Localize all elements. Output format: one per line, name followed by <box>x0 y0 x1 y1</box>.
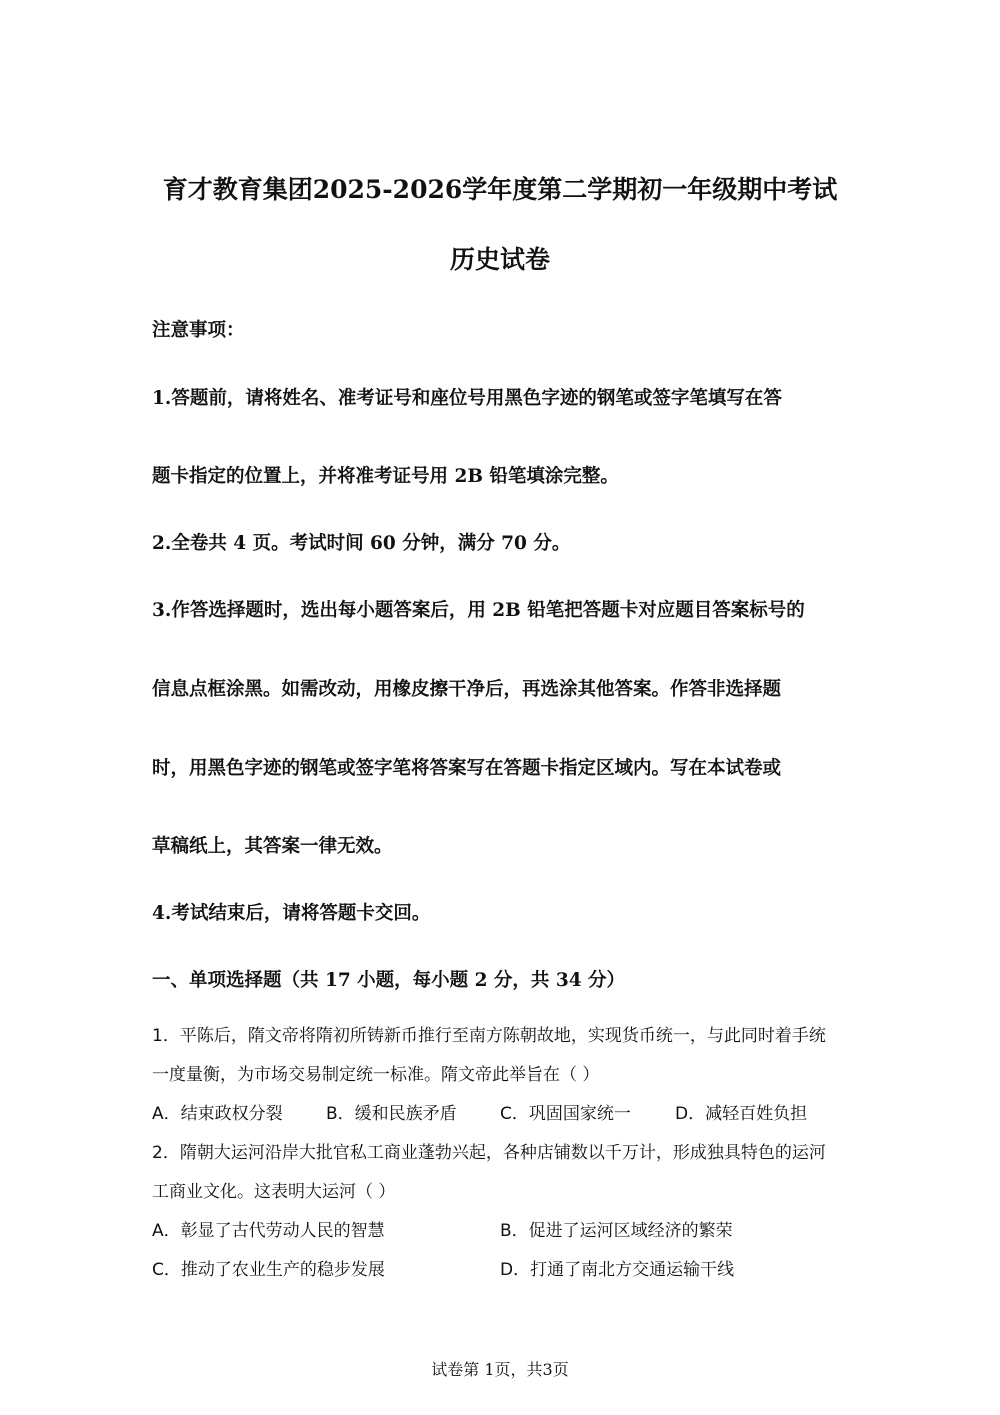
question-1-option-d: D．减轻百姓负担 <box>675 1104 808 1124</box>
question-2-stem: 工商业文化。这表明大运河（ ） <box>152 1182 396 1202</box>
question-1-option-c: C．巩固国家统一 <box>500 1104 631 1124</box>
note-line: 1.答题前，请将姓名、准考证号和座位号用黑色字迹的钢笔或签字笔填写在答 <box>152 388 782 409</box>
question-2-option-d: D．打通了南北方交通运输干线 <box>500 1260 735 1280</box>
note-line: 草稿纸上，其答案一律无效。 <box>152 836 393 857</box>
note-line: 时，用黑色字迹的钢笔或签字笔将答案写在答题卡指定区域内。写在本试卷或 <box>152 758 782 779</box>
exam-title-text: 育才教育集团2025-2026学年度第二学期初一年级期中考试 <box>162 175 838 204</box>
question-1-option-b: B．缓和民族矛盾 <box>326 1104 457 1124</box>
question-2-option-a: A．彰显了古代劳动人民的智慧 <box>152 1221 385 1241</box>
exam-title <box>0 170 1000 206</box>
question-1-option-a: A．结束政权分裂 <box>152 1104 283 1124</box>
note-line: 信息点框涂黑。如需改动，用橡皮擦干净后，再选涂其他答案。作答非选择题 <box>152 679 782 700</box>
note-line: 3.作答选择题时，选出每小题答案后，用 2B 铅笔把答题卡对应题目答案标号的 <box>152 600 805 621</box>
section-heading: 一、单项选择题（共 17 小题，每小题 2 分，共 34 分） <box>152 970 626 991</box>
page-footer: 试卷第 1页，共3页 <box>431 1360 569 1379</box>
exam-subject-text: 历史试卷 <box>449 245 550 274</box>
notes-heading: 注意事项： <box>152 320 245 341</box>
note-line: 题卡指定的位置上，并将准考证号用 2B 铅笔填涂完整。 <box>152 466 619 487</box>
exam-subject <box>0 240 1000 276</box>
question-1-stem: 1．平陈后，隋文帝将隋初所铸新币推行至南方陈朝故地，实现货币统一，与此同时着手统 <box>152 1026 826 1046</box>
question-2-option-b: B．促进了运河区域经济的繁荣 <box>500 1221 733 1241</box>
question-1-stem: 一度量衡，为市场交易制定统一标准。隋文帝此举旨在（ ） <box>152 1065 600 1085</box>
note-line: 4.考试结束后，请将答题卡交回。 <box>152 903 431 924</box>
question-2-stem: 2．隋朝大运河沿岸大批官私工商业蓬勃兴起，各种店铺数以千万计，形成独具特色的运河 <box>152 1143 826 1163</box>
question-2-option-c: C．推动了农业生产的稳步发展 <box>152 1260 385 1280</box>
note-line: 2.全卷共 4 页。考试时间 60 分钟，满分 70 分。 <box>152 533 571 554</box>
